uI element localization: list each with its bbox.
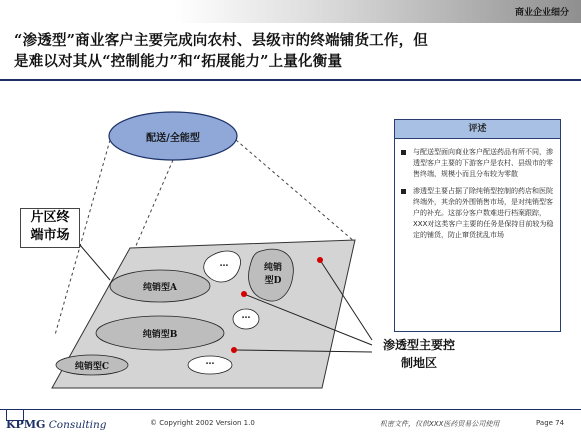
- segment-d-line-2: 型D: [264, 276, 282, 286]
- review-panel: [394, 119, 561, 332]
- review-heading: 评述: [395, 120, 560, 139]
- penetration-line-2: 制地区: [401, 356, 438, 370]
- penetration-label: [383, 336, 455, 372]
- review-item: [401, 186, 554, 241]
- ellipsis-label: …: [219, 259, 229, 269]
- review-item-text: 与配送型面向商业客户配送药品有所不同，渗透型客户主要的下游客户是农村、县级市的零售终端，规模小而且分布较为零散: [413, 148, 553, 178]
- review-item-text: 渗透型主要占据了除纯销型控制的药店和医院终端外，其余的外围销售市场，是对纯销型客户的补充。这部分客户数难进行档案跟踪，XXX对这类客户主要的任务是保持目前较为稳定的铺货，防止窜货扰乱市场: [413, 187, 554, 239]
- logo-main: KPMG: [6, 418, 46, 431]
- logo-rest: Consulting: [45, 419, 107, 431]
- projection-line-right: [236, 140, 355, 242]
- kpmg-logo: [6, 418, 106, 431]
- title-line-1: “渗透型”商业客户主要完成向农村、县级市的终端铺货工作，但: [14, 32, 428, 49]
- marker-dot: [317, 257, 323, 263]
- marker-dot: [241, 291, 247, 297]
- top-node-label: 配送/全能型: [146, 133, 200, 144]
- footer-divider: [0, 409, 581, 410]
- marker-dot: [231, 347, 237, 353]
- ellipsis-label: …: [205, 357, 215, 367]
- area-callout-line-1: 片区终: [30, 210, 70, 225]
- page-number: Page 74: [536, 419, 565, 427]
- review-item: [401, 147, 554, 180]
- segment-d-label: [256, 262, 290, 288]
- confidential-notice: 机密文件，仅供XXX医药贸易公司使用: [380, 420, 500, 428]
- penetration-line-1: 渗透型主要控: [383, 338, 456, 352]
- section-label: 商业企业细分: [514, 8, 569, 18]
- bullet-icon: [401, 150, 406, 155]
- projection-line-mid: [135, 160, 173, 248]
- area-callout-line-2: 端市场: [30, 228, 70, 243]
- bullet-icon: [401, 189, 406, 194]
- callout-connector: [80, 245, 110, 280]
- area-callout: [20, 208, 80, 248]
- ellipsis-label: …: [241, 311, 251, 321]
- review-list: [401, 147, 554, 241]
- title-line-2: 是难以对其从“控制能力”和“拓展能力”上量化衡量: [14, 53, 343, 70]
- copyright-text: © Copyright 2002 Version 1.0: [150, 419, 255, 427]
- segment-c-label: 纯销型C: [74, 362, 110, 372]
- segment-b-label: 纯销型B: [142, 330, 178, 340]
- segment-a-label: 纯销型A: [143, 283, 177, 293]
- segment-d-line-1: 纯销: [263, 263, 282, 273]
